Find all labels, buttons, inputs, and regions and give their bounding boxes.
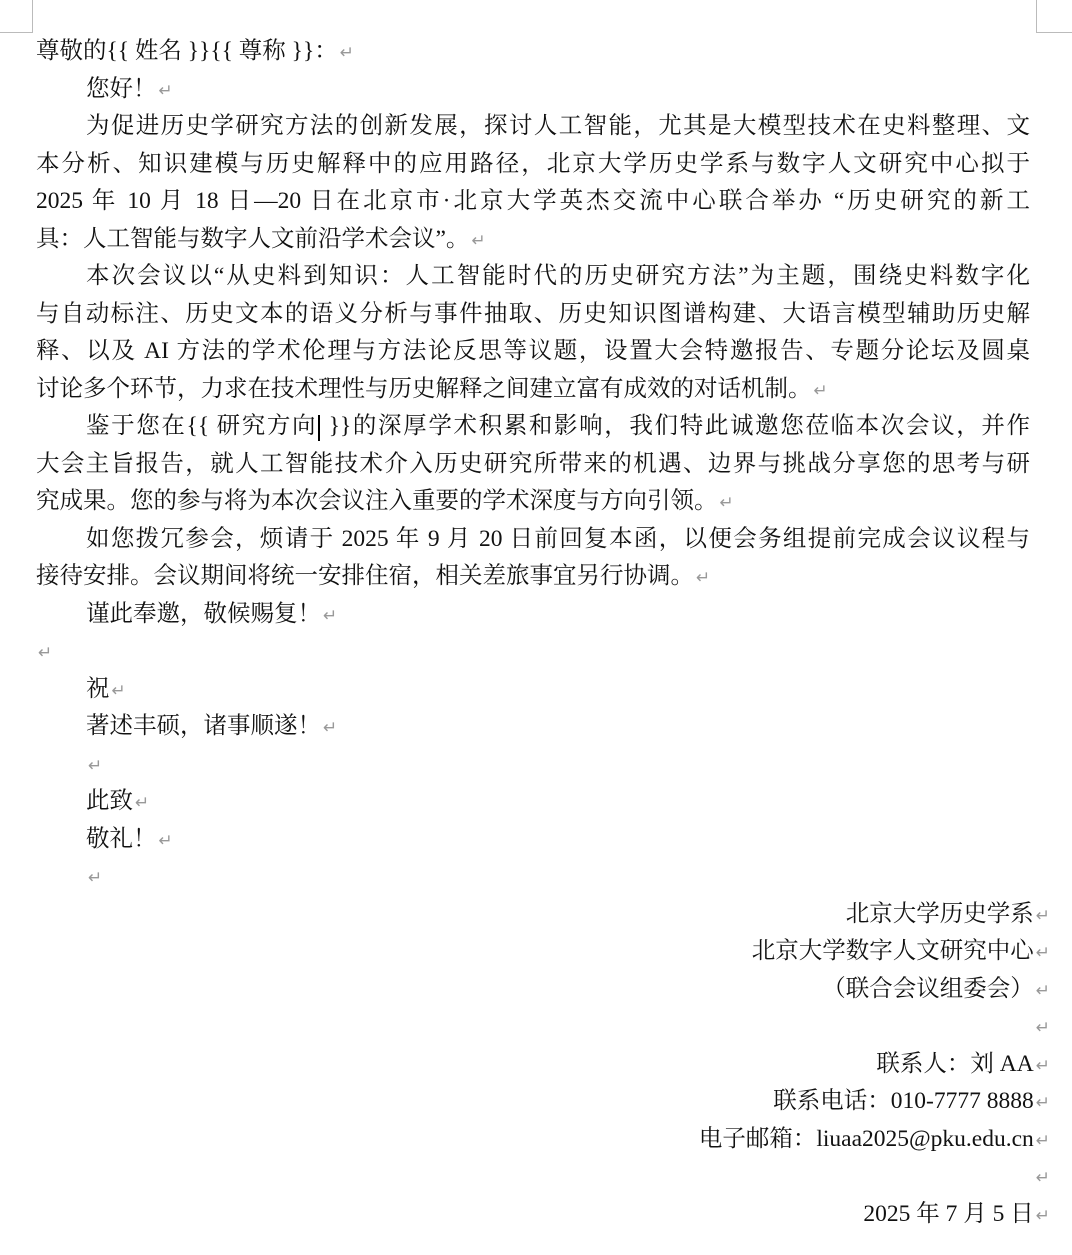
line-text: 北京大学历史学系: [845, 900, 1034, 927]
paragraph-mark-icon: ↵: [1035, 1205, 1050, 1226]
paragraph-mark-icon: ↵: [1035, 1130, 1050, 1151]
paragraph-mark-icon: ↵: [88, 868, 103, 888]
text-line: [36, 896, 1050, 934]
line-text: 您好！: [86, 75, 157, 102]
paragraph[interactable]: [36, 521, 1030, 596]
text-line: [36, 258, 1030, 296]
text-line: [36, 1008, 1050, 1046]
line-text: 为促进历史学研究方法的创新发展，探讨人工智能，尤其是大模型技术在史料整理、文: [86, 113, 1030, 139]
line-text: 联系电话：010-7777 8888: [773, 1088, 1034, 1114]
text-line: [36, 708, 1030, 746]
paragraph[interactable]: [36, 258, 1030, 408]
text-line: [36, 221, 1030, 259]
line-text: 联系人：刘 AA: [876, 1050, 1034, 1077]
paragraph-mark-icon: ↵: [38, 643, 53, 663]
line-text: 谨此奉邀，敬候赐复！: [86, 600, 321, 627]
text-line: [36, 183, 1030, 221]
text-line: [36, 521, 1030, 559]
text-line: [36, 558, 1030, 596]
text-line: [36, 146, 1030, 184]
text-line: [36, 858, 1030, 896]
paragraph-mark-icon: ↵: [471, 230, 486, 251]
line-text: 具：人工智能与数字人文前沿学术会议”。: [36, 225, 470, 252]
text-line: [36, 633, 1030, 671]
paragraph[interactable]: [36, 971, 1050, 1009]
paragraph[interactable]: [36, 71, 1030, 109]
line-text: 大会主旨报告，就人工智能技术介入历史研究所带来的机遇、边界与挑战分享您的思考与研: [36, 450, 1030, 477]
text-line: [36, 33, 1030, 71]
line-text: 2025 年 10 月 18 日—20 日在北京市·北京大学英杰交流中心联合举办 “历史研究的新工: [36, 188, 1030, 214]
page-corner-mark-right: [1036, 0, 1072, 33]
paragraph-mark-icon: ↵: [813, 380, 828, 401]
text-line: [36, 821, 1030, 859]
paragraph[interactable]: [36, 33, 1030, 71]
paragraph[interactable]: [36, 1083, 1050, 1121]
paragraph[interactable]: [36, 1008, 1050, 1046]
paragraph-mark-icon: ↵: [1035, 1018, 1050, 1038]
line-text: 北京大学数字人文研究中心: [751, 938, 1034, 964]
text-cursor: [318, 415, 320, 441]
text-line: [36, 1046, 1050, 1084]
line-text: 讨论多个环节，力求在技术理性与历史解释之间建立富有成效的对话机制。: [36, 375, 812, 402]
text-line: [36, 783, 1030, 821]
paragraph[interactable]: [36, 1121, 1050, 1159]
paragraph[interactable]: [36, 633, 1030, 671]
line-text: 如您拨冗参会，烦请于 2025 年 9 月 20 日前回复本函，以便会务组提前完成会议议程与: [86, 525, 1030, 552]
paragraph-mark-icon: ↵: [1035, 905, 1050, 926]
paragraph[interactable]: [36, 858, 1030, 896]
text-line: [36, 1121, 1050, 1159]
text-before-cursor: 鉴于您在{{ 研究方向: [86, 413, 318, 439]
paragraph-mark-icon: ↵: [719, 493, 734, 513]
paragraph-mark-icon: ↵: [1035, 980, 1050, 1001]
paragraph[interactable]: [36, 708, 1030, 746]
line-text: 本次会议以“从史料到知识：人工智能时代的历史研究方法”为主题，围绕史料数字化: [86, 263, 1030, 289]
line-text: 敬礼！: [86, 825, 157, 852]
text-line: [36, 446, 1030, 484]
paragraph[interactable]: [36, 933, 1050, 971]
text-line: [36, 596, 1030, 634]
text-line: [36, 1196, 1050, 1234]
text-line: [36, 408, 1030, 446]
paragraph-mark-icon: ↵: [1035, 1055, 1050, 1076]
paragraph[interactable]: [36, 783, 1030, 821]
page-corner-mark-left: [0, 0, 33, 33]
paragraph-mark-icon: ↵: [111, 680, 126, 701]
paragraph[interactable]: [36, 1158, 1050, 1196]
text-line: [36, 333, 1030, 371]
line-text: 祝: [86, 675, 110, 702]
line-text: 2025 年 7 月 5 日: [863, 1200, 1034, 1227]
paragraph[interactable]: [36, 1196, 1050, 1234]
text-line: [36, 71, 1030, 109]
line-text: 尊敬的{{ 姓名 }}{{ 尊称 }}：: [36, 38, 338, 64]
text-line: [36, 296, 1030, 334]
paragraph[interactable]: [36, 671, 1030, 709]
paragraph[interactable]: [36, 408, 1030, 521]
paragraph[interactable]: [36, 1046, 1050, 1084]
text-after-cursor: }}的深厚学术积累和影响，我们特此诚邀您莅临本次会议，并作: [321, 413, 1030, 439]
paragraph-mark-icon: ↵: [1035, 943, 1050, 963]
paragraph-mark-icon: ↵: [135, 793, 150, 813]
text-line: [36, 1083, 1050, 1121]
text-line: [36, 108, 1030, 146]
paragraph[interactable]: [36, 746, 1030, 784]
line-text: 著述丰硕，诸事顺遂！: [86, 713, 321, 739]
text-line: [36, 746, 1030, 784]
paragraph-mark-icon: ↵: [88, 755, 103, 776]
text-line: [36, 1158, 1050, 1196]
text-line: [36, 971, 1050, 1009]
line-text: （联合会议组委会）: [822, 975, 1034, 1002]
paragraph[interactable]: [36, 596, 1030, 634]
paragraph-mark-icon: ↵: [1035, 1168, 1050, 1188]
paragraph-mark-icon: ↵: [323, 605, 338, 626]
line-text: 接待安排。会议期间将统一安排住宿，相关差旅事宜另行协调。: [36, 563, 694, 589]
line-text: 与自动标注、历史文本的语义分析与事件抽取、历史知识图谱构建、大语言模型辅助历史解: [36, 300, 1030, 327]
line-text: 电子邮箱：liuaa2025@pku.edu.cn: [698, 1125, 1034, 1152]
paragraph-mark-icon: ↵: [339, 43, 354, 63]
paragraph[interactable]: [36, 896, 1050, 934]
document-body[interactable]: [36, 33, 1050, 1233]
line-text: 究成果。您的参与将为本次会议注入重要的学术深度与方向引领。: [36, 488, 718, 514]
text-line: [36, 671, 1030, 709]
line-text: 释、以及 AI 方法的学术伦理与方法论反思等议题，设置大会特邀报告、专题分论坛及圆桌: [36, 338, 1030, 364]
paragraph-mark-icon: ↵: [1035, 1093, 1050, 1113]
line-text: 此致: [86, 788, 133, 814]
text-line: [36, 933, 1050, 971]
paragraph-mark-icon: ↵: [323, 718, 338, 738]
paragraph-mark-icon: ↵: [158, 830, 173, 851]
line-text: 本分析、知识建模与历史解释中的应用路径，北京大学历史学系与数字人文研究中心拟于: [36, 150, 1030, 177]
paragraph-mark-icon: ↵: [158, 80, 173, 101]
text-line: [36, 371, 1030, 409]
paragraph-mark-icon: ↵: [696, 568, 711, 588]
paragraph[interactable]: [36, 821, 1030, 859]
paragraph[interactable]: [36, 108, 1030, 258]
text-line: [36, 483, 1030, 521]
